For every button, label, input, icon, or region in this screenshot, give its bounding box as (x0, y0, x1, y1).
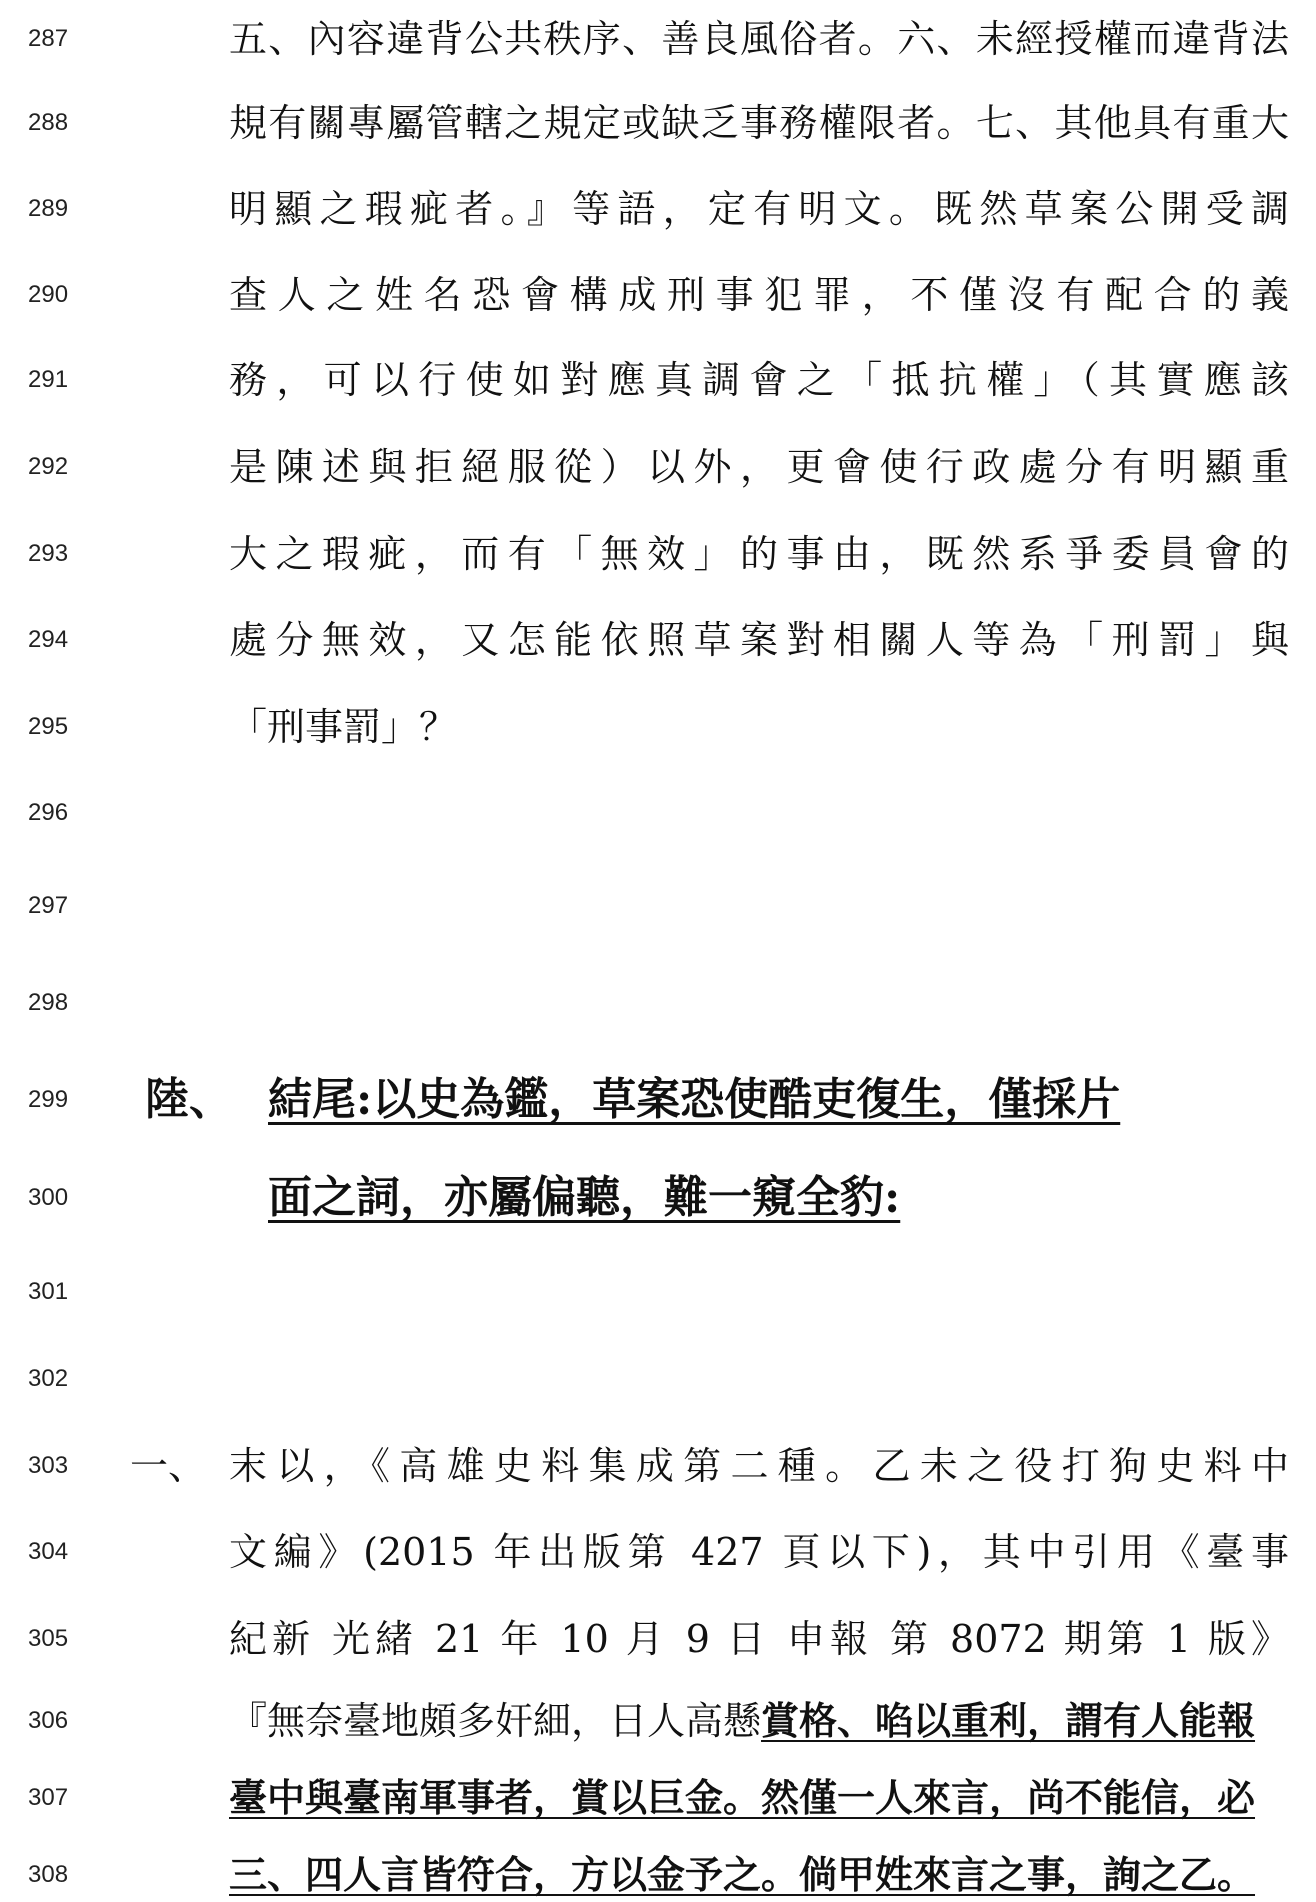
item-line: 紀新 光緒 21 年 10 月 9 日 申報 第 8072 期第 1 版》 (229, 1617, 1289, 1661)
item-line: 末以，《高雄史料集成第二種。乙未之役打狗史料中 (229, 1444, 1289, 1488)
paragraph-line: 查人之姓名恐會構成刑事犯罪，不僅沒有配合的義 (229, 273, 1289, 317)
paragraph-line: 規有關專屬管轄之規定或缺乏事務權限者。七、其他具有重大 (229, 101, 1289, 145)
line-number-296: 296 (28, 799, 69, 826)
quote-line-bold: 三、四人言皆符合，方以金予之。倘甲姓來言之事，詢之乙。 (229, 1852, 1256, 1897)
quote-bold-underlined: 賞格、啗以重利，謂有人能報 (761, 1698, 1256, 1743)
line-number-292: 292 (28, 453, 69, 480)
line-number-303: 303 (28, 1452, 69, 1479)
paragraph-line: 大之瑕疵，而有「無效」的事由，既然系爭委員會的 (229, 532, 1289, 576)
paragraph-line: 明顯之瑕疵者。』等語，定有明文。既然草案公開受調 (229, 187, 1289, 231)
paragraph-line: 務，可以行使如對應真調會之「抵抗權」（其實應該 (229, 358, 1289, 402)
paragraph-line: 五、內容違背公共秩序、善良風俗者。六、未經授權而違背法 (229, 17, 1289, 61)
paragraph-line: 「刑事罰」？ (229, 705, 458, 749)
line-number-290: 290 (28, 281, 69, 308)
line-number-287: 287 (28, 25, 69, 52)
section-heading-line2: 面之詞，亦屬偏聽，難一窺全豹: (268, 1172, 901, 1223)
line-number-294: 294 (28, 626, 69, 653)
line-number-291: 291 (28, 366, 69, 393)
line-number-298: 298 (28, 989, 69, 1016)
section-heading-line1: 結尾:以史為鑑，草案恐使酷吏復生，僅採片 (268, 1074, 1121, 1125)
line-number-301: 301 (28, 1278, 69, 1305)
paragraph-line: 處分無效，又怎能依照草案對相關人等為「刑罰」與 (229, 618, 1289, 662)
line-number-304: 304 (28, 1538, 69, 1565)
line-number-300: 300 (28, 1184, 69, 1211)
line-number-288: 288 (28, 109, 69, 136)
item-line: 文編》(2015 年出版第 427 頁以下)，其中引用《臺事 (229, 1530, 1289, 1574)
line-number-297: 297 (28, 892, 69, 919)
quote-line (229, 1695, 1255, 1747)
line-number-302: 302 (28, 1365, 69, 1392)
line-number-299: 299 (28, 1086, 69, 1113)
line-number-308: 308 (28, 1861, 69, 1888)
paragraph-line: 是陳述與拒絕服從）以外，更會使行政處分有明顯重 (229, 445, 1289, 489)
line-number-307: 307 (28, 1784, 69, 1811)
line-number-295: 295 (28, 713, 69, 740)
line-number-305: 305 (28, 1625, 69, 1652)
quote-plain: 『無奈臺地頗多奸細，日人高懸 (229, 1699, 762, 1743)
item-marker: 一、 (130, 1444, 207, 1488)
line-number-306: 306 (28, 1707, 69, 1734)
line-number-293: 293 (28, 540, 69, 567)
quote-line-bold: 臺中與臺南軍事者，賞以巨金。然僅一人來言，尚不能信，必 (229, 1775, 1256, 1820)
section-marker: 陸、 (145, 1074, 233, 1125)
line-number-289: 289 (28, 195, 69, 222)
